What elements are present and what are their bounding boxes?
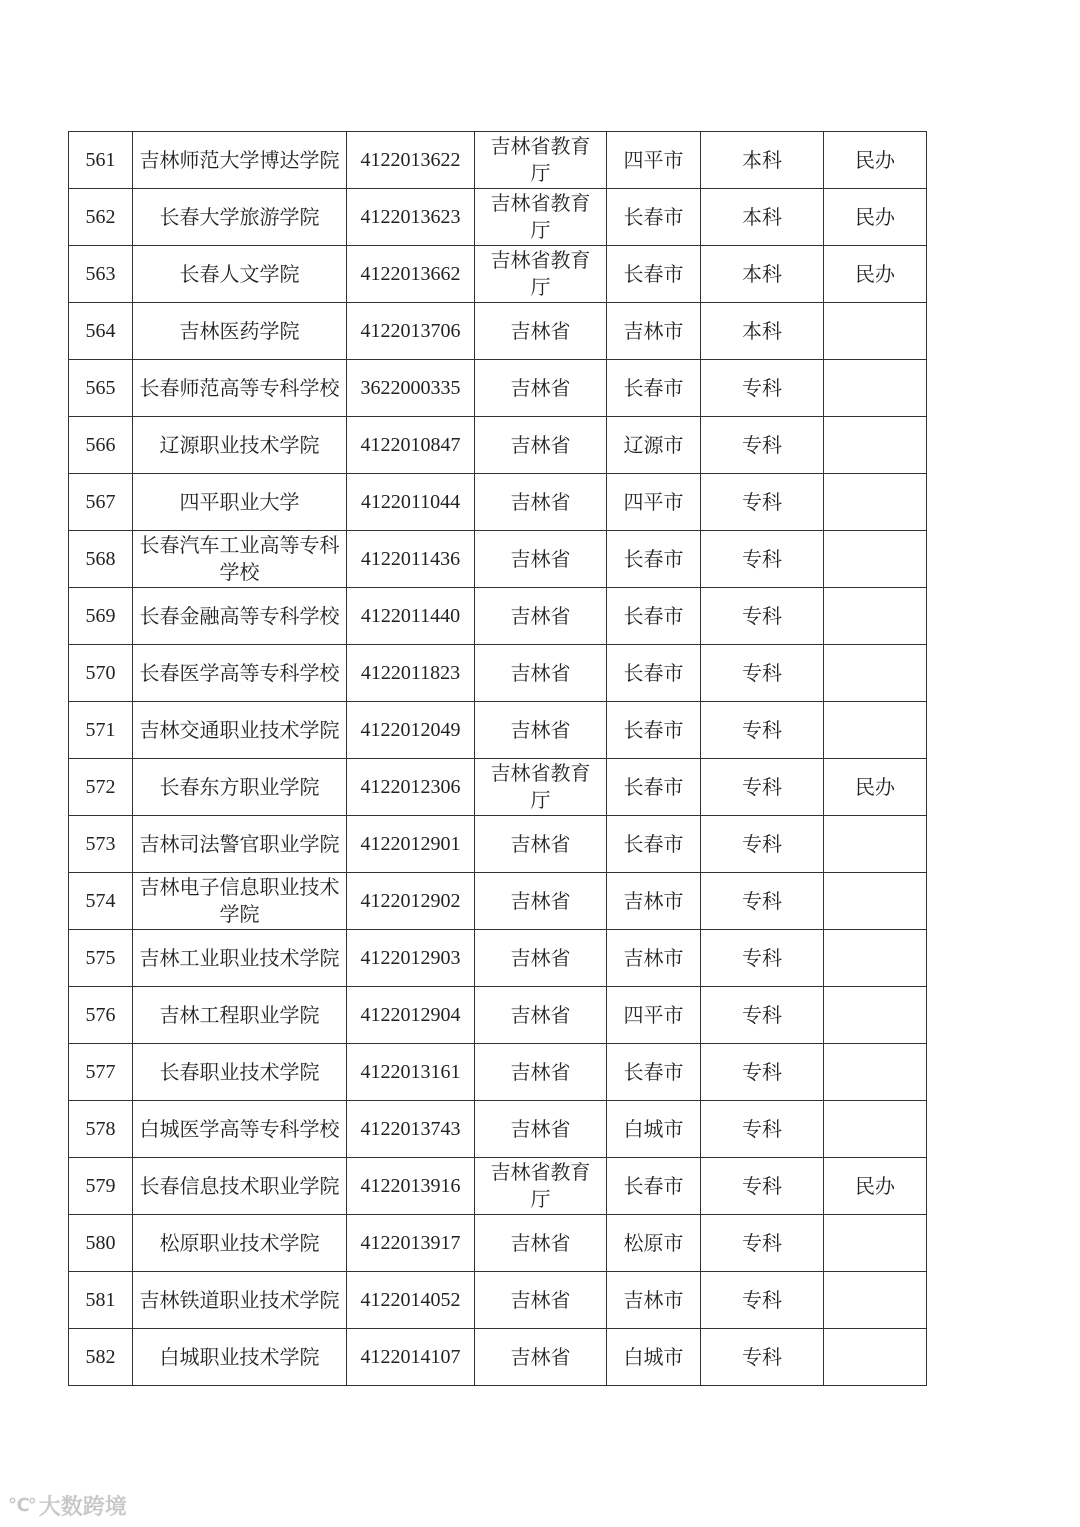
education-level: 专科 xyxy=(701,1215,824,1272)
row-number: 577 xyxy=(69,1044,133,1101)
education-level: 专科 xyxy=(701,1272,824,1329)
supervising-department: 吉林省教育厅 xyxy=(475,759,607,816)
supervising-department: 吉林省 xyxy=(475,531,607,588)
row-number: 566 xyxy=(69,417,133,474)
institution-name: 长春医学高等专科学校 xyxy=(133,645,347,702)
city: 长春市 xyxy=(607,816,701,873)
institution-code: 4122013916 xyxy=(347,1158,475,1215)
ownership-note: 民办 xyxy=(824,1158,927,1215)
supervising-department: 吉林省 xyxy=(475,1272,607,1329)
institution-code: 4122011823 xyxy=(347,645,475,702)
institution-code: 4122013622 xyxy=(347,132,475,189)
institution-code: 4122010847 xyxy=(347,417,475,474)
institution-name: 长春人文学院 xyxy=(133,246,347,303)
table-row xyxy=(69,1158,927,1215)
supervising-department: 吉林省 xyxy=(475,816,607,873)
city: 长春市 xyxy=(607,645,701,702)
institution-name: 吉林交通职业技术学院 xyxy=(133,702,347,759)
institution-code: 4122013161 xyxy=(347,1044,475,1101)
city: 长春市 xyxy=(607,588,701,645)
education-level: 专科 xyxy=(701,474,824,531)
institution-name: 白城职业技术学院 xyxy=(133,1329,347,1386)
education-level: 本科 xyxy=(701,132,824,189)
institution-code: 4122013662 xyxy=(347,246,475,303)
row-number: 565 xyxy=(69,360,133,417)
city: 长春市 xyxy=(607,360,701,417)
institution-code: 4122012902 xyxy=(347,873,475,930)
institution-code: 4122014107 xyxy=(347,1329,475,1386)
education-level: 专科 xyxy=(701,987,824,1044)
ownership-note xyxy=(824,1215,927,1272)
table-row xyxy=(69,132,927,189)
ownership-note xyxy=(824,1329,927,1386)
table-row xyxy=(69,759,927,816)
institution-name: 吉林铁道职业技术学院 xyxy=(133,1272,347,1329)
ownership-note xyxy=(824,702,927,759)
institution-code: 4122012306 xyxy=(347,759,475,816)
education-level: 专科 xyxy=(701,759,824,816)
row-number: 562 xyxy=(69,189,133,246)
institution-name: 吉林医药学院 xyxy=(133,303,347,360)
education-level: 专科 xyxy=(701,417,824,474)
education-level: 专科 xyxy=(701,1329,824,1386)
institution-name: 吉林电子信息职业技术学院 xyxy=(133,873,347,930)
education-level: 本科 xyxy=(701,246,824,303)
city: 长春市 xyxy=(607,702,701,759)
supervising-department: 吉林省 xyxy=(475,417,607,474)
row-number: 571 xyxy=(69,702,133,759)
table-row xyxy=(69,417,927,474)
city: 四平市 xyxy=(607,987,701,1044)
supervising-department: 吉林省 xyxy=(475,930,607,987)
supervising-department: 吉林省 xyxy=(475,645,607,702)
education-level: 专科 xyxy=(701,360,824,417)
row-number: 578 xyxy=(69,1101,133,1158)
row-number: 570 xyxy=(69,645,133,702)
city: 白城市 xyxy=(607,1329,701,1386)
institution-name: 吉林工业职业技术学院 xyxy=(133,930,347,987)
supervising-department: 吉林省 xyxy=(475,1101,607,1158)
institution-code: 4122012901 xyxy=(347,816,475,873)
row-number: 572 xyxy=(69,759,133,816)
table-row xyxy=(69,873,927,930)
row-number: 561 xyxy=(69,132,133,189)
row-number: 564 xyxy=(69,303,133,360)
supervising-department: 吉林省 xyxy=(475,588,607,645)
institution-name: 辽源职业技术学院 xyxy=(133,417,347,474)
row-number: 576 xyxy=(69,987,133,1044)
table-row xyxy=(69,1215,927,1272)
institution-name: 长春汽车工业高等专科学校 xyxy=(133,531,347,588)
institution-name: 长春师范高等专科学校 xyxy=(133,360,347,417)
row-number: 563 xyxy=(69,246,133,303)
supervising-department: 吉林省 xyxy=(475,873,607,930)
ownership-note: 民办 xyxy=(824,759,927,816)
watermark-text: 大数跨境 xyxy=(38,1495,127,1520)
supervising-department: 吉林省 xyxy=(475,303,607,360)
ownership-note xyxy=(824,474,927,531)
city: 吉林市 xyxy=(607,303,701,360)
ownership-note: 民办 xyxy=(824,246,927,303)
city: 长春市 xyxy=(607,759,701,816)
watermark-logo-icon: ℃° xyxy=(8,1495,35,1516)
row-number: 580 xyxy=(69,1215,133,1272)
supervising-department: 吉林省教育厅 xyxy=(475,1158,607,1215)
city: 四平市 xyxy=(607,132,701,189)
supervising-department: 吉林省教育厅 xyxy=(475,132,607,189)
watermark xyxy=(8,1490,127,1521)
institution-name: 长春信息技术职业学院 xyxy=(133,1158,347,1215)
ownership-note xyxy=(824,588,927,645)
education-level: 本科 xyxy=(701,303,824,360)
table-row xyxy=(69,246,927,303)
supervising-department: 吉林省 xyxy=(475,360,607,417)
institution-name: 吉林师范大学博达学院 xyxy=(133,132,347,189)
education-level: 本科 xyxy=(701,189,824,246)
ownership-note xyxy=(824,1272,927,1329)
institution-code: 4122012904 xyxy=(347,987,475,1044)
institution-code: 4122011440 xyxy=(347,588,475,645)
row-number: 575 xyxy=(69,930,133,987)
city: 吉林市 xyxy=(607,1272,701,1329)
table-row xyxy=(69,474,927,531)
row-number: 573 xyxy=(69,816,133,873)
table-row xyxy=(69,645,927,702)
city: 长春市 xyxy=(607,1158,701,1215)
table-row xyxy=(69,531,927,588)
institution-code: 4122013706 xyxy=(347,303,475,360)
supervising-department: 吉林省 xyxy=(475,702,607,759)
institution-name: 松原职业技术学院 xyxy=(133,1215,347,1272)
institution-name: 长春大学旅游学院 xyxy=(133,189,347,246)
education-level: 专科 xyxy=(701,1158,824,1215)
supervising-department: 吉林省 xyxy=(475,1044,607,1101)
row-number: 569 xyxy=(69,588,133,645)
education-level: 专科 xyxy=(701,531,824,588)
ownership-note xyxy=(824,645,927,702)
institution-code: 4122014052 xyxy=(347,1272,475,1329)
institution-code: 4122013743 xyxy=(347,1101,475,1158)
city: 吉林市 xyxy=(607,930,701,987)
education-level: 专科 xyxy=(701,702,824,759)
supervising-department: 吉林省 xyxy=(475,987,607,1044)
table-row xyxy=(69,303,927,360)
supervising-department: 吉林省教育厅 xyxy=(475,189,607,246)
institution-code: 3622000335 xyxy=(347,360,475,417)
ownership-note xyxy=(824,531,927,588)
institution-code: 4122012049 xyxy=(347,702,475,759)
institution-name: 长春金融高等专科学校 xyxy=(133,588,347,645)
ownership-note xyxy=(824,816,927,873)
ownership-note: 民办 xyxy=(824,132,927,189)
table-row xyxy=(69,1272,927,1329)
education-level: 专科 xyxy=(701,1101,824,1158)
table-row xyxy=(69,816,927,873)
row-number: 567 xyxy=(69,474,133,531)
institution-code: 4122011436 xyxy=(347,531,475,588)
ownership-note xyxy=(824,1101,927,1158)
institution-name: 白城医学高等专科学校 xyxy=(133,1101,347,1158)
table-row xyxy=(69,360,927,417)
city: 长春市 xyxy=(607,189,701,246)
institution-name: 长春东方职业学院 xyxy=(133,759,347,816)
city: 长春市 xyxy=(607,1044,701,1101)
row-number: 582 xyxy=(69,1329,133,1386)
supervising-department: 吉林省 xyxy=(475,1329,607,1386)
institution-code: 4122011044 xyxy=(347,474,475,531)
table-row xyxy=(69,1329,927,1386)
institution-code: 4122012903 xyxy=(347,930,475,987)
table-row xyxy=(69,930,927,987)
education-level: 专科 xyxy=(701,588,824,645)
ownership-note xyxy=(824,360,927,417)
city: 长春市 xyxy=(607,246,701,303)
institution-name: 吉林工程职业学院 xyxy=(133,987,347,1044)
institution-name: 吉林司法警官职业学院 xyxy=(133,816,347,873)
university-table xyxy=(68,131,927,1386)
supervising-department: 吉林省 xyxy=(475,1215,607,1272)
education-level: 专科 xyxy=(701,645,824,702)
ownership-note xyxy=(824,930,927,987)
supervising-department: 吉林省教育厅 xyxy=(475,246,607,303)
city: 辽源市 xyxy=(607,417,701,474)
table-row xyxy=(69,588,927,645)
institution-code: 4122013623 xyxy=(347,189,475,246)
institution-code: 4122013917 xyxy=(347,1215,475,1272)
ownership-note xyxy=(824,987,927,1044)
city: 吉林市 xyxy=(607,873,701,930)
ownership-note xyxy=(824,303,927,360)
city: 白城市 xyxy=(607,1101,701,1158)
row-number: 568 xyxy=(69,531,133,588)
supervising-department: 吉林省 xyxy=(475,474,607,531)
ownership-note xyxy=(824,1044,927,1101)
table-row xyxy=(69,1101,927,1158)
ownership-note xyxy=(824,417,927,474)
ownership-note xyxy=(824,873,927,930)
row-number: 579 xyxy=(69,1158,133,1215)
education-level: 专科 xyxy=(701,1044,824,1101)
table-row xyxy=(69,189,927,246)
table-body xyxy=(69,132,927,1386)
city: 松原市 xyxy=(607,1215,701,1272)
table-row xyxy=(69,702,927,759)
education-level: 专科 xyxy=(701,873,824,930)
row-number: 574 xyxy=(69,873,133,930)
table-row xyxy=(69,987,927,1044)
ownership-note: 民办 xyxy=(824,189,927,246)
city: 长春市 xyxy=(607,531,701,588)
table-row xyxy=(69,1044,927,1101)
row-number: 581 xyxy=(69,1272,133,1329)
education-level: 专科 xyxy=(701,930,824,987)
institution-name: 四平职业大学 xyxy=(133,474,347,531)
education-level: 专科 xyxy=(701,816,824,873)
city: 四平市 xyxy=(607,474,701,531)
institution-name: 长春职业技术学院 xyxy=(133,1044,347,1101)
